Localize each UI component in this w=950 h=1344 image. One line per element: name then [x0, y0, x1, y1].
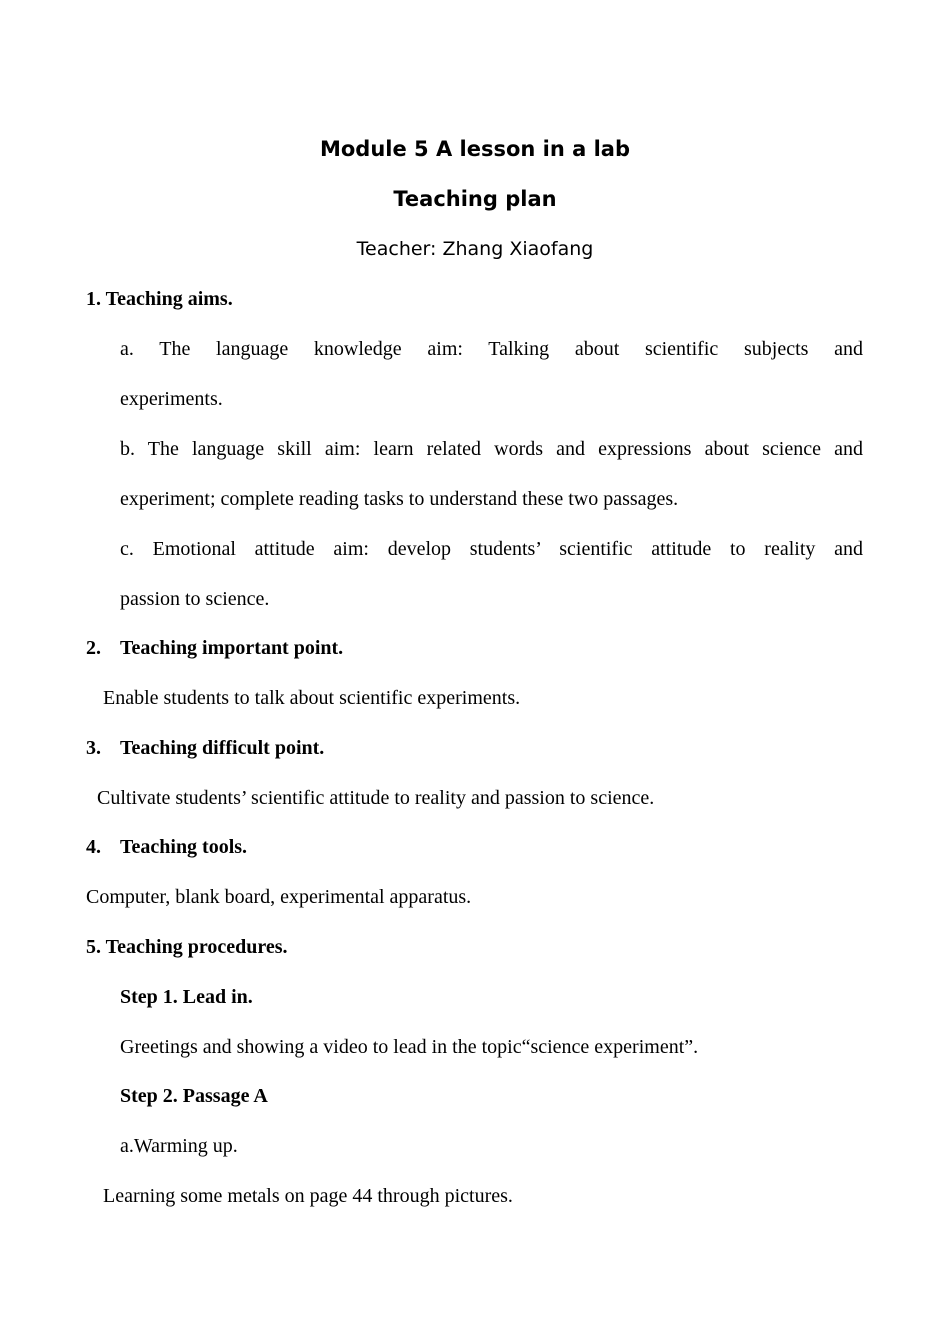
section-heading-tools [86, 835, 247, 859]
difficult-point-text: Cultivate students’ scientific attitude to reality and passion to science. [97, 787, 655, 809]
step2-heading: Step 2. Passage A [120, 1085, 268, 1107]
section-heading-important [86, 636, 343, 660]
document-title: Module 5 A lesson in a lab [319, 137, 631, 161]
aim-b-line2: experiment; complete reading tasks to understand these two passages. [120, 488, 679, 510]
tools-text: Computer, blank board, experimental apparatus. [86, 886, 472, 908]
document-subtitle: Teaching plan [393, 187, 557, 211]
teacher-name: Teacher: Zhang Xiaofang [356, 238, 594, 260]
step2-subheading: a.Warming up. [120, 1135, 238, 1157]
section-heading-text: Teaching important point. [120, 637, 344, 659]
section-heading-aims: 1. Teaching aims. [86, 288, 233, 310]
aim-a-line1: a. The language knowledge aim: Talking about scientific subjects and [120, 338, 863, 360]
section-heading-text: Teaching difficult point. [120, 737, 325, 759]
important-point-text: Enable students to talk about scientific experiments. [103, 687, 521, 709]
section-number: 4. [86, 836, 101, 858]
section-heading-difficult [86, 736, 324, 760]
section-number: 2. [86, 637, 101, 659]
section-number: 3. [86, 737, 101, 759]
section-heading-procedures: 5. Teaching procedures. [86, 936, 288, 958]
step1-heading: Step 1. Lead in. [120, 986, 253, 1008]
aim-a-line2: experiments. [120, 388, 223, 410]
aim-c-line2: passion to science. [120, 588, 270, 610]
aim-c-line1: c. Emotional attitude aim: develop students’ scientific attitude to reality and [120, 538, 863, 560]
step1-text: Greetings and showing a video to lead in the topic“science experiment”. [120, 1036, 699, 1058]
section-heading-text: Teaching tools. [120, 836, 248, 858]
aim-b-line1: b. The language skill aim: learn related words and expressions about science and [120, 438, 863, 460]
step2-text: Learning some metals on page 44 through pictures. [103, 1185, 513, 1207]
